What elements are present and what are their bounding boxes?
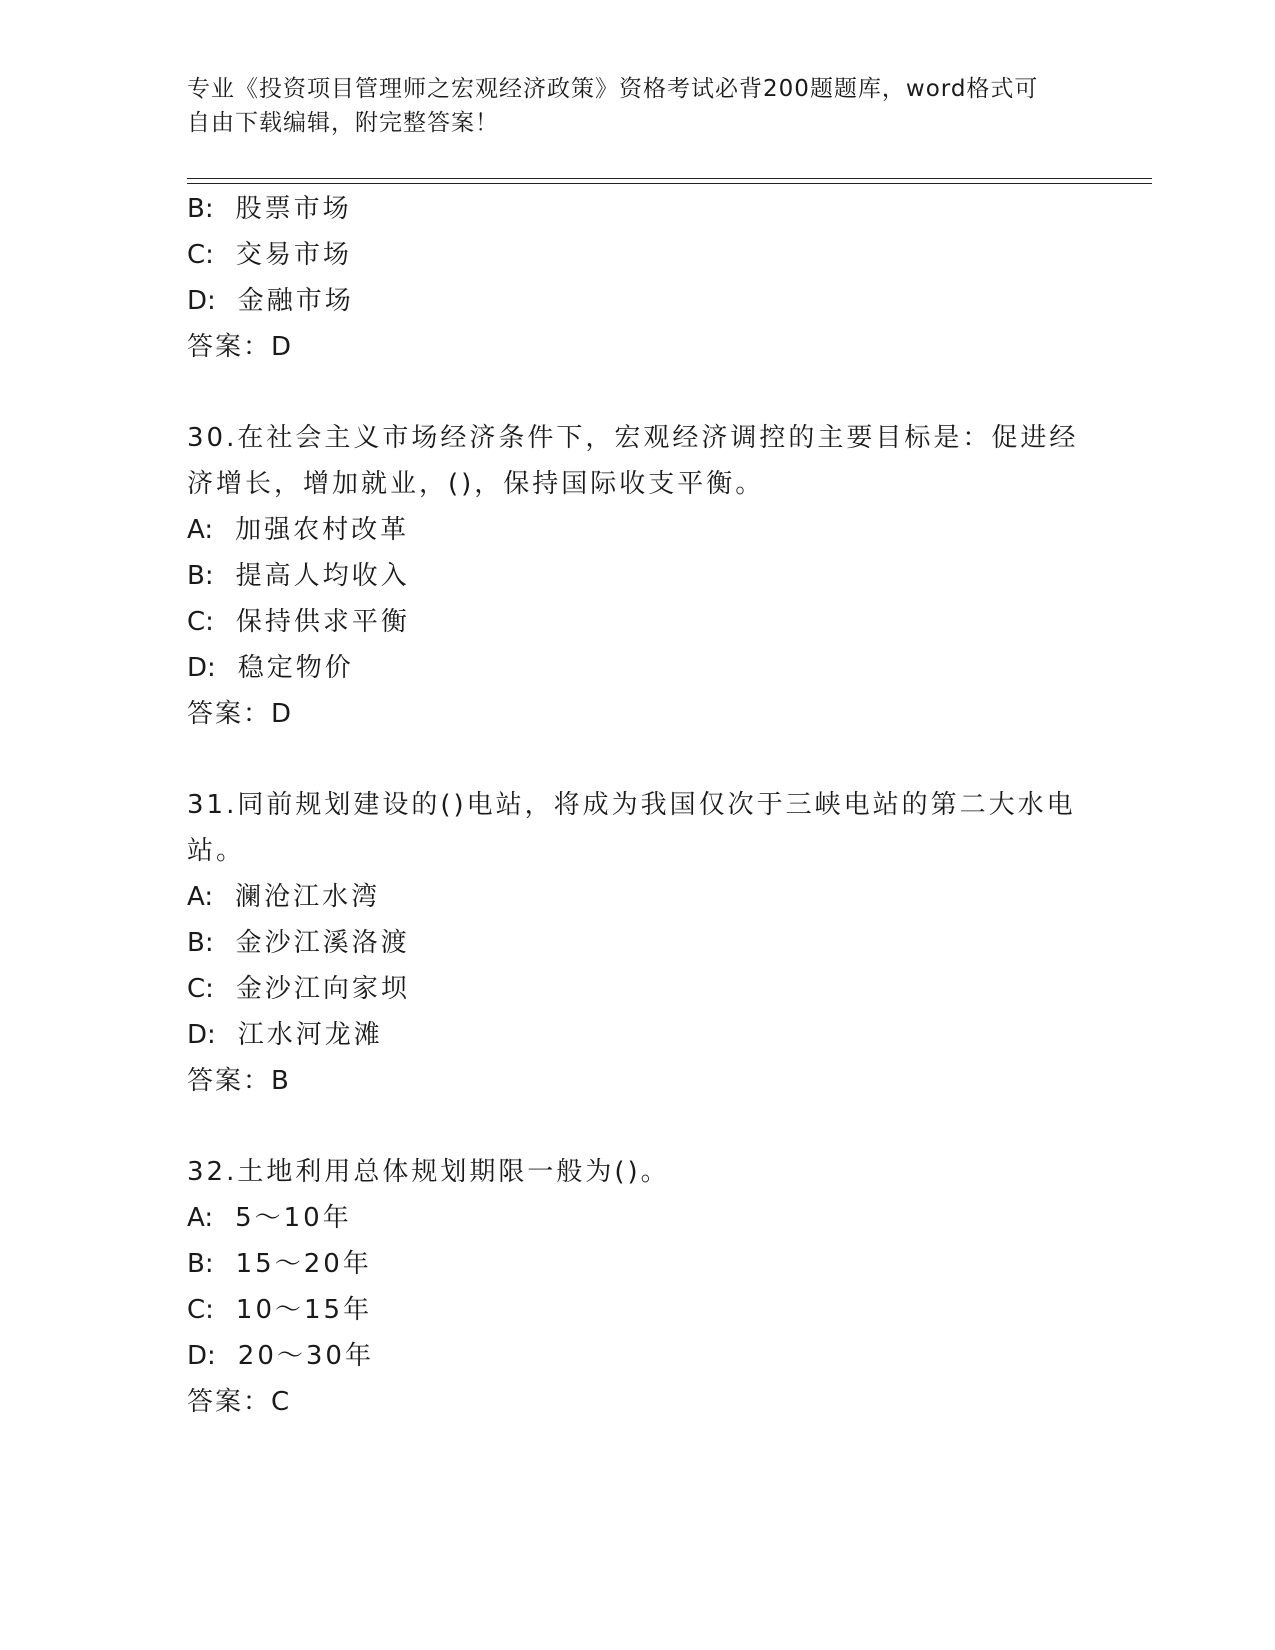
- question-text: 31.同前规划建设的()电站，将成为我国仅次于三峡电站的第二大水电 站。: [187, 790, 1076, 866]
- question-text: 32.土地利用总体规划期限一般为()。: [187, 1157, 670, 1187]
- option-b: B: 金沙江溪洛渡: [187, 928, 410, 958]
- answer-value: B: [271, 1066, 290, 1096]
- question-29-continued: [187, 186, 1087, 370]
- question-31: [187, 782, 1087, 1104]
- header-line-2: 自由下载编辑，附完整答案！: [187, 110, 499, 136]
- option-d: D: 金融市场: [187, 286, 354, 316]
- header-rule-top: [187, 178, 1152, 179]
- question-32: [187, 1149, 1087, 1425]
- header-rule-bottom: [187, 183, 1152, 184]
- option-c: C: 交易市场: [187, 240, 352, 270]
- answer-value: D: [271, 699, 293, 729]
- answer-line: 答案：B: [187, 1066, 290, 1096]
- option-d: D: 江水河龙滩: [187, 1020, 383, 1050]
- question-30: [187, 415, 1087, 737]
- question-list: [187, 186, 1087, 1425]
- question-text: 30.在社会主义市场经济条件下，宏观经济调控的主要目标是：促进经 济增长，增加就业，()，保持国际收支平衡。: [187, 423, 1079, 499]
- option-b: B: 15～20年: [187, 1249, 372, 1279]
- answer-value: D: [271, 332, 293, 362]
- answer-line: 答案：D: [187, 699, 293, 729]
- option-c: C: 金沙江向家坝: [187, 974, 410, 1004]
- document-header: [187, 72, 1067, 140]
- answer-line: 答案：D: [187, 332, 293, 362]
- option-c: C: 保持供求平衡: [187, 607, 410, 637]
- option-a: A: 加强农村改革: [187, 515, 410, 545]
- header-line-1: 专业《投资项目管理师之宏观经济政策》资格考试必背200题题库，word格式可: [187, 76, 1039, 102]
- option-d: D: 20～30年: [187, 1341, 374, 1371]
- option-a: A: 澜沧江水湾: [187, 882, 381, 912]
- option-c: C: 10～15年: [187, 1295, 373, 1325]
- option-b: B: 股票市场: [187, 194, 352, 224]
- option-a: A: 5～10年: [187, 1203, 352, 1233]
- option-b: B: 提高人均收入: [187, 561, 410, 591]
- answer-value: C: [271, 1387, 291, 1417]
- option-d: D: 稳定物价: [187, 653, 354, 683]
- answer-line: 答案：C: [187, 1387, 291, 1417]
